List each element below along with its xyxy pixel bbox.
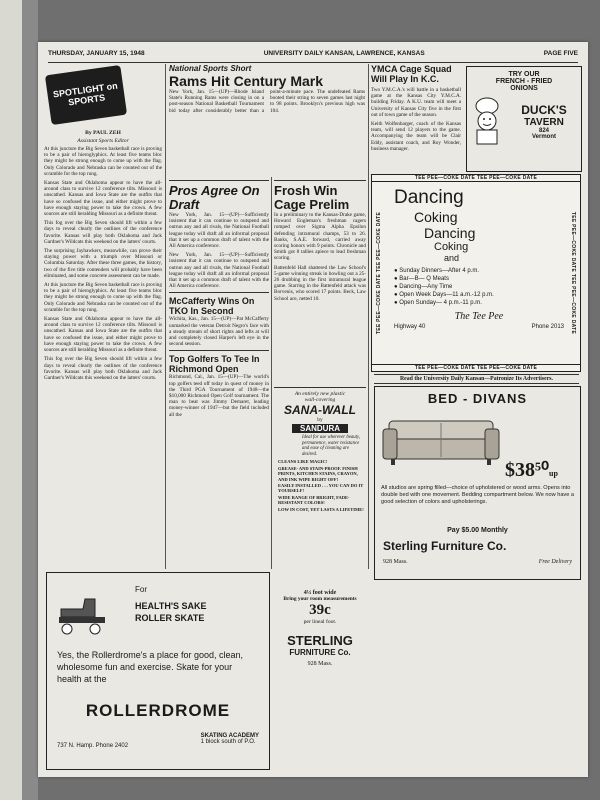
- ymca-text: Keith Wolfenbarger, coach of the Kansas team, will send 12 players to the game. Accompanying the team will be Clair Eddy, assistant coach, and Roy Wonder, business manager.: [371, 121, 461, 152]
- mccafferty-headline: McCafferty Wins On TKO In Second: [169, 296, 255, 317]
- adjacent-page-edge: [0, 0, 22, 800]
- teepee-coking: Coking: [434, 241, 469, 253]
- column-divider: [165, 64, 166, 569]
- national-text: New York, Jan. 15—(UP)—Rhode Island State's Running Rams were closing in on a post-season National Basketball Tournament bid today after considerably better than a point-a-minute pace. The undefeated Rams booted their string to seven games last night to 98 points. Brooklyn's previous high was 104.: [169, 89, 365, 114]
- spotlight-paragraph: Kansas State and Oklahoma appear to have the all-around class to survive 12 conference tilts. Missouri is unscathed. Kansas and Iowa State are the outfits that have so confused the issue, and either might prove to have enough staying power to take the crown. A few sources are still heralding Missouri as a definite threat.: [44, 180, 162, 218]
- roller-sub2: 1 block south of P.O.: [200, 739, 256, 745]
- sanawall-maker: SANDURA: [292, 424, 348, 433]
- header-date: THURSDAY, JANUARY 15, 1948: [48, 50, 145, 57]
- sanawall-brand: SANA-WALL: [284, 403, 356, 417]
- ducks-name: DUCK'S: [521, 102, 567, 117]
- sanawall-tagline: Ideal for use wherever beauty, permanence, water resistance and ease of cleaning are desired.: [302, 435, 361, 457]
- price-up: up: [549, 469, 558, 478]
- frosh-column: [274, 177, 366, 387]
- header-page: PAGE FIVE: [543, 50, 578, 57]
- sanawall-store: STERLING: [287, 633, 353, 648]
- feature-item: EASILY INSTALLED . . . YOU CAN DO IT YOURSELF!: [278, 483, 364, 494]
- feature-item: GREASE- AND STAIN-PROOF. FINISH PRINTS, KITCHEN STAINS, CRAYON, AND INK WIPE RIGHT OFF!: [278, 465, 358, 482]
- roller-line2: ROLLER SKATE: [135, 613, 205, 623]
- divider: [169, 350, 269, 351]
- feature-item: CLEANS LIKE MAGIC!: [278, 459, 328, 465]
- schedule-text: Open Week Days—11 a.m.-12 p.m.: [399, 292, 494, 298]
- sanawall-features: [278, 459, 366, 512]
- teepee-border-left: TEE PEE—COKE DATE TEE PEE—COKE DATE: [376, 211, 382, 335]
- divider: [274, 180, 366, 181]
- read-kansan-line: Read the University Daily Kansan—Patronize Its Advertisers.: [374, 374, 579, 384]
- sanawall-ad: [274, 387, 366, 588]
- ducks-line: ONIONS: [510, 85, 538, 92]
- bed-monthly: Pay $5.00 Monthly: [447, 527, 508, 534]
- newspaper-page: [38, 42, 588, 777]
- column-divider: [368, 64, 369, 569]
- spotlight-paragraph: The surprising Jayhawkers, meanwhile, can prove their staying power with a triumph over Missouri or Columbia Saturday. After these three games, the history, two of the five title contenders will probably have been eliminated, and some concrete assessment can be made.: [44, 248, 162, 279]
- frosh-text: Battenfeld Hall shattered the Law School's 5-game winning streak in bowling out a 25-26 drubbing in the first intramural league game. Starring in the Battenfeld attack was Borvenis, who scored 17 points. Beck, Law School ace, netted 10.: [274, 264, 366, 302]
- column-two: [169, 177, 269, 569]
- national-sports-section: [169, 64, 365, 174]
- sanawall-per: per lineal foot.: [303, 619, 337, 625]
- divider: [169, 180, 269, 181]
- spotlight-role: Assistant Sports Editor: [77, 138, 129, 144]
- frosh-headline: Frosh Win Cage Prelim: [274, 183, 350, 212]
- spotlight-column: [44, 64, 162, 569]
- sanawall-by: by: [317, 417, 323, 423]
- bed-title: BED - DIVANS: [427, 391, 528, 406]
- section-label: National Sports Short: [169, 64, 252, 73]
- bed-price: [505, 457, 558, 482]
- sanawall-price-block: [274, 590, 366, 765]
- feature-item: WIDE RANGE OF BRIGHT, FADE-RESISTANT COLORS!: [278, 494, 350, 506]
- teepee-dancing: Dancing: [394, 187, 464, 208]
- ducks-line: TRY OUR: [508, 71, 540, 78]
- national-headline: Rams Hit Century Mark: [169, 73, 324, 89]
- teepee-ad: [371, 174, 581, 372]
- price-value: $38⁵⁰: [505, 459, 550, 481]
- header-paper: UNIVERSITY DAILY KANSAN, LAWRENCE, KANSAS: [263, 50, 425, 57]
- schedule-item: ● Open Week Days—11 a.m.-12 p.m.: [394, 292, 494, 298]
- bed-delivery: Free Delivery: [538, 559, 572, 565]
- teepee-highway: Highway 40: [394, 324, 426, 330]
- spotlight-paragraph: This fog over the Big Seven should lift within a few days to reveal clearly the outlines of the conference favorite. Kansas will play both Oklahoma and Jack Gardner's Wildcats this weekend on the latters' courts.: [44, 220, 162, 245]
- mccafferty-text: Wichita, Kas., Jan. 15—(UP)—Pat McCafferty unmarked the veteran Detroit Negro's face with a steady stream of short rights and lefts at will and completely closed Harper's left eye in the second session.: [169, 316, 269, 348]
- schedule-text: Open Sunday— 4 p.m.-11 p.m.: [399, 300, 482, 306]
- spotlight-paragraph: At this juncture the Big Seven basketball race is proving to be a pair of hieroglyphics. At least five teams bloc they might be strong enough to come up with the flag. Only Colorado and Nebraska can be counted out of the scramble for the top rung.: [44, 146, 162, 177]
- spotlight-paragraph: Kansas State and Oklahoma appear to have the all-around class to survive 12 conference tilts. Missouri is unscathed. Kansas and Iowa State are the outfits that have so confused the issue, and either might prove to have enough staying power to take the crown. A few sources are still heralding Missouri as a definite threat.: [44, 316, 162, 354]
- teepee-phone: Phone 2013: [531, 324, 564, 330]
- pros-headline: Pros Agree On Draft: [169, 183, 260, 212]
- sanawall-intro: An entirely new plastic: [294, 391, 346, 397]
- spotlight-paragraph: This fog over the Big Seven should lift within a few days to reveal clearly the outlines of the conference favorite. Kansas will play both Oklahoma and Jack Gardner's Wildcats this weekend on the latters' courts.: [44, 356, 162, 381]
- teepee-and: and: [444, 253, 460, 263]
- frosh-text: In a preliminary to the Kansas-Drake game, Howard Engleman's freshman cagers romped over Sigma Alpha Epsilon defending intramural champs, 53 to 26. Banks, S.A.E. forward, carried away scoring honors with 9 points. Chronicle and Smith got 8 tallies apiece to lead freshman scoring.: [274, 212, 366, 262]
- bed-description: All studios are spring filled—choice of upholstered or wood arms. Opens into double bed with one movement. Bedding compartment below. We now have a good selection of colors and upholsterings.: [381, 485, 574, 505]
- roller-sub1: SKATING ACADEMY: [200, 733, 259, 739]
- roller-body: Yes, the Rollerdrome's a place for good, clean, wholesome fun and exercise. Skate for your health at the: [57, 650, 243, 684]
- page-header: [48, 50, 578, 63]
- schedule-text: Dancing—Any Time: [399, 284, 453, 290]
- teepee-border-top: TEE PEE—COKE DATE TEE PEE—COKE DATE: [372, 175, 580, 182]
- sanawall-measure: Bring your room measurements: [283, 596, 357, 602]
- rollerdrome-ad: [46, 572, 270, 770]
- teepee-schedule: [394, 267, 564, 307]
- teepee-dancing: Dancing: [424, 225, 476, 241]
- page-gutter: [22, 0, 38, 800]
- golfers-headline: Top Golfers To Tee In Richmond Open: [169, 354, 260, 375]
- schedule-item: ● Open Sunday— 4 p.m.-11 p.m.: [394, 300, 482, 306]
- golfers-text: Richmond, Cal., Jan. 15—(UP)—The world's top golfers teed off today in quest of money in the Third PGA Tournament of 1948—the $10,000 Richmond Open Golf tournament. The man to beat was Jimmy Demaret, leading money-winner of 1947—but the field included all the: [169, 374, 269, 418]
- bed-store: Sterling Furniture Co.: [383, 539, 507, 553]
- ducks-address: 824: [538, 127, 549, 134]
- sofa-icon: [381, 411, 501, 471]
- sanawall-address: 928 Mass.: [307, 661, 333, 667]
- feature-item: LOW IN COST, YET LASTS A LIFETIME!: [278, 506, 364, 512]
- sanawall-intro: wall-covering: [304, 397, 336, 403]
- teepee-border-bottom: TEE PEE—COKE DATE TEE PEE—COKE DATE: [372, 364, 580, 371]
- roller-name: ROLLERDROME: [85, 701, 231, 720]
- sanawall-store2: FURNITURE Co.: [289, 648, 351, 657]
- roller-skate-icon: [55, 587, 113, 637]
- ymca-headline: YMCA Cage Squad Will Play In K.C.: [371, 64, 452, 84]
- bed-divans-ad: [374, 386, 581, 580]
- schedule-item: ● Dancing—Any Time: [394, 284, 453, 290]
- teepee-coking: Coking: [414, 209, 458, 225]
- spotlight-byline: By PAUL ZEH: [85, 130, 121, 136]
- roller-academy: [201, 733, 259, 745]
- pros-text: New York, Jan. 15—(UP)—Sufficiently insistent that it can continue to outspend and outrun any and all rivals, the National Football league today will draft all an informal proposal that it set up a common draft of talent with the All America conference.: [169, 212, 269, 250]
- pros-text: New York, Jan. 15—(UP)—Sufficiently insistent that it can continue to outspend and outrun any and all rivals, the National Football league today will draft all an informal proposal that it set up a common draft of talent with the All America conference.: [169, 252, 269, 290]
- divider: [169, 292, 269, 293]
- ducks-line: FRENCH - FRIED: [495, 78, 553, 85]
- column-divider: [271, 177, 272, 569]
- roller-line1: HEALTH'S SAKE: [135, 601, 207, 611]
- ymca-text: Two Y.M.C.A.'s will battle in a basketball game at the Kansas City Y.M.C.A. building Friday. A K.U. team will meet a University of Kansas City five in the first out of town game of the season.: [371, 87, 461, 118]
- teepee-border-right: TEE PEE—COKE DATE TEE PEE—COKE DATE: [570, 211, 576, 335]
- ymca-column: [371, 64, 461, 192]
- schedule-text: Sunday Dinners—After 4 p.m.: [399, 268, 479, 274]
- ducks-name2: TAVERN: [524, 116, 564, 128]
- spotlight-logo: SPOTLIGHT on SPORTS: [45, 65, 127, 125]
- roller-address: 737 N. Hamp. Phone 2402: [57, 743, 129, 749]
- schedule-item: ● Sunday Dinners—After 4 p.m.: [394, 268, 479, 274]
- ducks-address: Vermont: [531, 133, 556, 140]
- sanawall-price: 39c: [309, 602, 331, 618]
- chef-icon: [467, 96, 507, 146]
- teepee-name: The Tee Pee: [454, 311, 504, 322]
- schedule-text: Bar—B— Q Meats: [399, 276, 449, 282]
- sanawall-width: 4½ foot wide: [303, 590, 337, 596]
- ducks-tavern-ad: [466, 66, 582, 172]
- bed-address: 928 Mass.: [383, 559, 408, 565]
- roller-for: For: [135, 585, 147, 594]
- spotlight-paragraph: At this juncture the Big Seven basketball race is proving to be a pair of hieroglyphics. At least five teams bloc they might be strong enough to come up with the flag. Only Colorado and Nebraska can be counted out of the scramble for the top rung.: [44, 282, 162, 313]
- schedule-item: ● Bar—B— Q Meats: [394, 276, 449, 282]
